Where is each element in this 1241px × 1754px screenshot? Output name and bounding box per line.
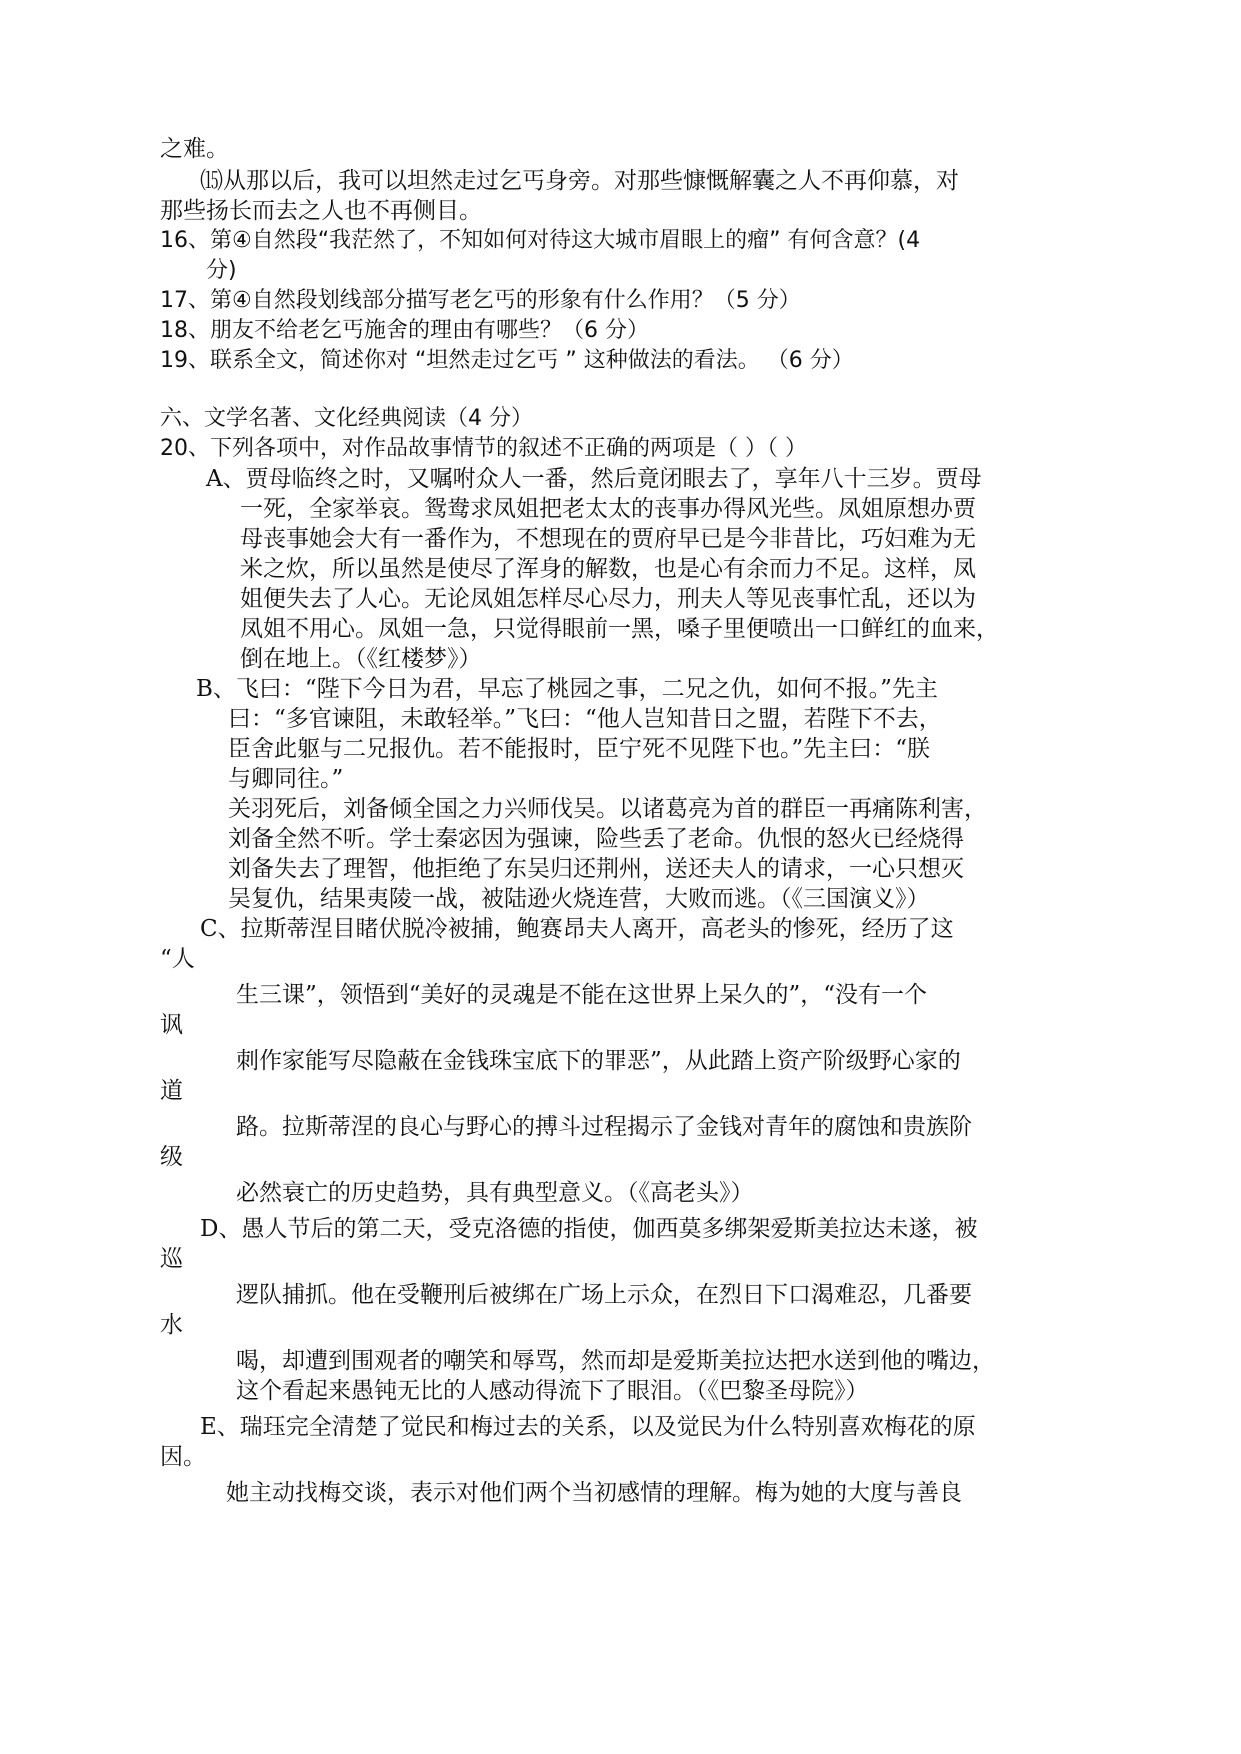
option-d-line: 这个看起来愚钝无比的人感动得流下了眼泪。（《巴黎圣母院》） (236, 1378, 869, 1404)
option-b-line: 与卿同往。” (228, 766, 344, 792)
question-20: 20、下列各项中，对作品故事情节的叙述不正确的两项是（ ）（ ） (160, 436, 807, 461)
option-d-line: 巡 (160, 1246, 183, 1272)
option-d-line: D、愚人节后的第二天，受克洛德的指使，伽西莫多绑架爱斯美拉达未遂，被 (200, 1216, 978, 1242)
option-b-line: 刘备失去了理智，他拒绝了东吴归还荆州，送还夫人的请求，一心只想灭 (228, 856, 964, 882)
option-a-line: 一死，全家举哀。鸳鸯求凤姐把老太太的丧事办得风光些。凤姐原想办贾 (240, 496, 976, 522)
question-19: 19、联系全文，简述你对 “坦然走过乞丐 ” 这种做法的看法。 （6 分） (160, 348, 854, 373)
option-b-line: 曰：“多官谏阻，未敢轻举。”飞曰：“他人岂知昔日之盟，若陛下不去， (228, 706, 942, 732)
option-a-line: 姐便失去了人心。无论凤姐怎样尽心尽力，刑夫人等见丧事忙乱，还以为 (240, 586, 976, 612)
option-a-line: 米之炊，所以虽然是使尽了浑身的解数，也是心有余而力不足。这样，凤 (240, 556, 976, 582)
option-b-line: 吴复仇，结果夷陵一战，被陆逊火烧连营，大败而逃。（《三国演义》） (228, 886, 930, 912)
question-18: 18、朋友不给老乞丐施舍的理由有哪些？（6 分） (160, 318, 649, 343)
option-c-line: 道 (160, 1078, 183, 1104)
option-d-line: 喝，却遭到围观者的嘲笑和辱骂，然而却是爱斯美拉达把水送到他的嘴边， (236, 1348, 995, 1374)
option-d-line: 水 (160, 1312, 183, 1338)
option-c-line: 路。拉斯蒂涅的良心与野心的搏斗过程揭示了金钱对青年的腐蚀和贵族阶 (236, 1114, 972, 1140)
paragraph-15-line: 那些扬长而去之人也不再侧目。 (160, 198, 482, 224)
option-c-line: 讽 (160, 1012, 183, 1038)
option-b-line: 关羽死后，刘备倾全国之力兴师伐吴。以诸葛亮为首的群臣一再痛陈利害， (228, 796, 987, 822)
question-17: 17、第④自然段划线部分描写老乞丐的形象有什么作用？（5 分） (160, 288, 801, 313)
option-c-line: 必然衰亡的历史趋势，具有典型意义。（《高老头》） (236, 1180, 754, 1206)
paragraph-15-line: ⒂从那以后，我可以坦然走过乞丐身旁。对那些慷慨解囊之人不再仰慕，对 (200, 168, 959, 194)
option-e-line: 她主动找梅交谈，表示对他们两个当初感情的理解。梅为她的大度与善良 (226, 1480, 962, 1506)
option-a-line: 倒在地上。（《红楼梦》） (240, 646, 482, 672)
section-6-heading: 六、文学名著、文化经典阅读（4 分） (160, 406, 533, 431)
option-c-line: 刺作家能写尽隐蔽在金钱珠宝底下的罪恶”，从此踏上资产阶级野心家的 (236, 1048, 961, 1074)
option-e-line: E、瑞珏完全清楚了觉民和梅过去的关系，以及觉民为什么特别喜欢梅花的原 (200, 1414, 976, 1440)
option-c-line: 级 (160, 1144, 183, 1170)
option-a-line: 母丧事她会大有一番作为，不想现在的贾府早已是今非昔比，巧妇难为无 (240, 526, 976, 552)
option-c-line: C、拉斯蒂涅目睹伏脱冷被捕，鲍赛昂夫人离开，高老头的惨死，经历了这 (200, 916, 954, 942)
passage-line: 之难。 (160, 136, 229, 162)
option-b-line: 刘备全然不听。学士秦宓因为强谏，险些丢了老命。仇恨的怒火已经烧得 (228, 826, 964, 852)
option-c-line: “人 (160, 946, 195, 972)
option-a-line: A、贾母临终之时，又嘱咐众人一番，然后竟闭眼去了，享年八十三岁。贾母 (206, 466, 982, 492)
option-b-line: 臣舍此躯与二兄报仇。若不能报时，臣宁死不见陛下也。”先主曰：“朕 (228, 736, 931, 762)
option-a-line: 凤姐不用心。凤姐一急，只觉得眼前一黑，嗓子里便喷出一口鲜红的血来， (240, 616, 999, 642)
option-b-line: B、飞曰：“陛下今日为君，早忘了桃园之事，二兄之仇，如何不报。”先主 (196, 676, 938, 702)
option-e-line: 因。 (160, 1444, 206, 1470)
option-c-line: 生三课”，领悟到“美好的灵魂是不能在这世界上呆久的”，“没有一个 (236, 982, 928, 1008)
question-16-cont: 分) (206, 258, 237, 283)
option-d-line: 逻队捕抓。他在受鞭刑后被绑在广场上示众，在烈日下口渴难忍，几番要 (236, 1282, 972, 1308)
question-16: 16、第④自然段“我茫然了，不知如何对待这大城市眉眼上的瘤” 有何含意？(4 (160, 228, 921, 253)
